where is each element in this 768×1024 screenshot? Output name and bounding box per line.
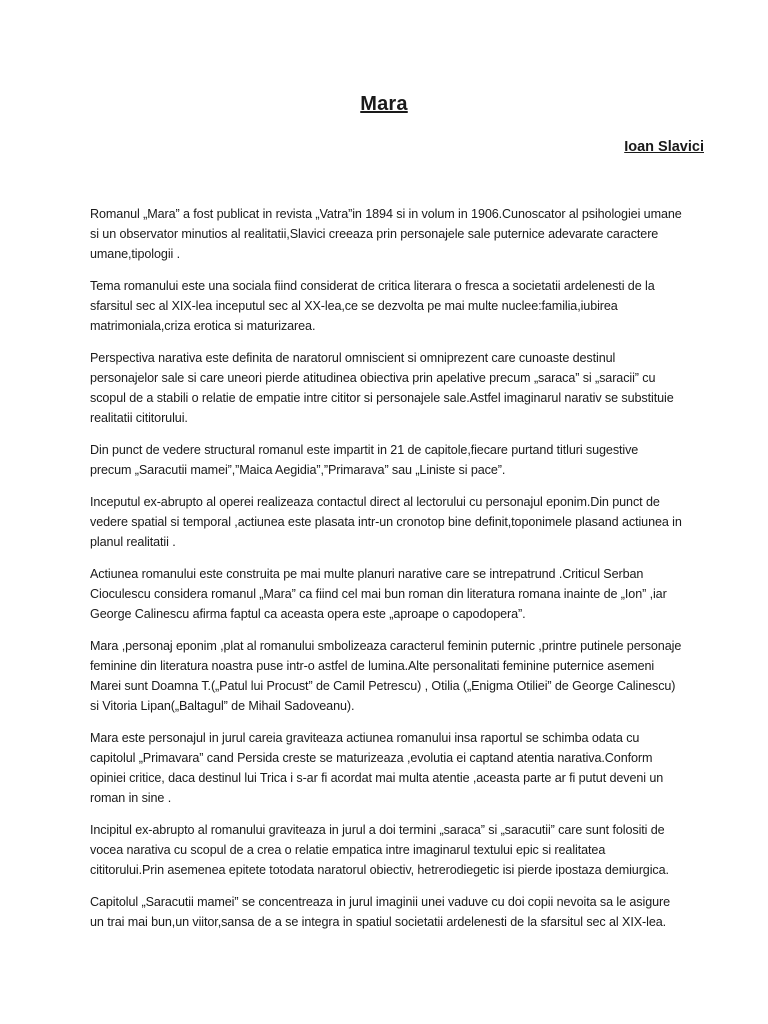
paragraph-mara-center: Mara este personajul in jurul careia graviteaza actiunea romanului insa raportul se schimba odata cu capitolul „Primavara” cand Persida creste se maturizeaza ,evolutia ei captand atentia narativa.Conform opiniei critice, daca destinul lui Trica i s-ar fi acordat mai multa atentie ,aceasta parte ar fi putut deveni un roman in sine .: [90, 731, 664, 805]
paragraph-perspective: Perspectiva narativa este definita de naratorul omniscient si omniprezent care cunoaste destinul personajelor sale si care uneori pierde atitudinea obiectiva prin apelative precum „saraca” si „saracii” cu scopul de a stabili o relatie de empatie intre cititor si personajele sale.Astfel imaginarul narativ se substituie realitatii cititorului.: [90, 351, 674, 425]
document-author: Ioan Slavici: [624, 139, 704, 155]
paragraph-theme: Tema romanului este una sociala fiind considerat de critica literara o fresca a societatii ardelenesti de la sfarsitul sec al XIX-lea inceputul sec al XX-lea,ce se dezvolta pe mai multe nuclee:familia,iubirea matrimoniala,criza erotica si maturizarea.: [90, 279, 655, 333]
paragraph-publication: Romanul „Mara” a fost publicat in revista „Vatra”in 1894 si in volum in 1906.Cunoscator al psihologiei umane si un observator minutios al realitatii,Slavici creeaza prin personajele sale puternice adevarate caractere umane,tipologii .: [90, 207, 682, 261]
paragraph-mara-character: Mara ,personaj eponim ,plat al romanului smbolizeaza caracterul feminin puternic ,printre putinele personaje feminine din literatura noastra puse intr-o astfel de lumina.Alte personalitati feminine puternice asemeni Marei sunt Doamna T.(„Patul lui Procust” de Camil Petrescu) , Otilia („Enigma Otiliei” de George Calinescu) si Vitoria Lipan(„Baltagul” de Mihail Sadoveanu).: [90, 639, 682, 713]
paragraph-action: Actiunea romanului este construita pe mai multe planuri narative care se intrepatrund .Criticul Serban Cioculescu considera romanul „Mara” ca fiind cel mai bun roman din literatura romana inainte de „Ion” ,iar George Calinescu afirma faptul ca aceasta opera este „aproape o capodopera”.: [90, 567, 667, 621]
paragraph-chapter: Capitolul „Saracutii mamei” se concentreaza in jurul imaginii unei vaduve cu doi copii nevoita sa le asigure un trai mai bun,un viitor,sansa de a se integra in spatiul societatii ardelenesti de la sfarsitul sec al XIX-lea.: [90, 895, 671, 929]
paragraph-structure: Din punct de vedere structural romanul este impartit in 21 de capitole,fiecare purtand titluri sugestive precum „Saracutii mamei”,”Maica Aegidia”,”Primarava” sau „Liniste si pace”.: [90, 443, 639, 477]
paragraph-incipit-terms: Incipitul ex-abrupto al romanului graviteaza in jurul a doi termini „saraca” si „saracutii” care sunt folositi de vocea narativa cu scopul de a crea o relatie empatica intre imaginarul textului epic si realitatea cititorului.Prin asemenea epitete totodata naratorul obiectiv, hetrerodiegetic isi pierde ipostaza demiurgica.: [90, 823, 669, 877]
document-body: [90, 204, 682, 944]
document-title: Mara: [360, 93, 408, 115]
paragraph-incipit: Inceputul ex-abrupto al operei realizeaza contactul direct al lectorului cu personajul eponim.Din punct de vedere spatial si temporal ,actiunea este plasata intr-un cronotop bine definit,toponimele plasand actiunea in planul realitatii .: [90, 495, 682, 549]
